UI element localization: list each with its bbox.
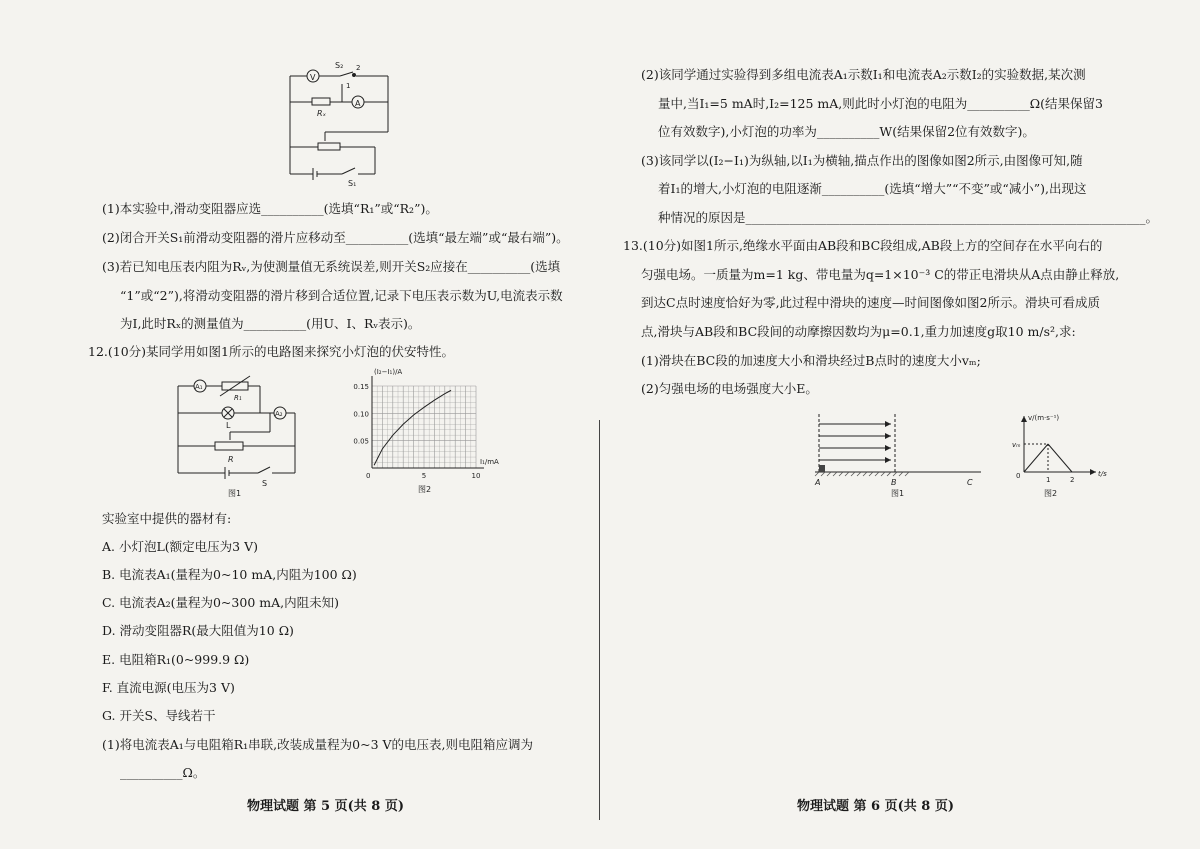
rx-label: Rₓ (317, 109, 327, 118)
voltmeter-label: V (310, 73, 316, 82)
q13-stem-line4: 点,滑块与AB段和BC段间的动摩擦因数均为μ=0.1,重力加速度g取10 m/s²,求: (641, 324, 1076, 339)
q13-sub2: (2)匀强电场的电场强度大小E。 (641, 381, 818, 396)
y-axis-label: (I₂−I₁)/A (374, 368, 403, 376)
chart-caption: 图2 (418, 485, 432, 494)
q12-sub1: (1)将电流表A₁与电阻箱R₁串联,改装成量程为0~3 V的电压表,则电阻箱应调为 (102, 737, 533, 752)
q13-sub1: (1)滑块在BC段的加速度大小和滑块经过B点时的速度大小vₘ; (641, 353, 981, 368)
page-divider (599, 420, 600, 820)
equipment-a: A. 小灯泡L(额定电压为3 V) (102, 539, 258, 554)
q12-sub3-line2: 着I₁的增大,小灯泡的电阻逐渐__________(选填“增大”“不变”或“减小”),出现这 (658, 181, 1087, 196)
q11-item-2: (2)闭合开关S₁前滑动变阻器的滑片应移动至__________(选填“最左端”或“最右端”)。 (102, 230, 569, 245)
v-axis-label: v/(m·s⁻¹) (1028, 414, 1060, 422)
t2-tick-label: 2 (1070, 476, 1075, 484)
q13-vt-graph-fig2 (1006, 410, 1126, 500)
rheostat-label: R (228, 455, 234, 464)
y-tick-label: 0.10 (353, 410, 369, 419)
left-page-footer: 物理试题 第 5 页(共 8 页) (247, 799, 405, 814)
x-tick-label: 10 (471, 472, 481, 480)
origin-label: 0 (366, 472, 371, 480)
right-page-footer: 物理试题 第 6 页(共 8 页) (797, 799, 955, 814)
q12-sub3-line1: (3)该同学以(I₂−I₁)为纵轴,以I₁为横轴,描点作出的图像如图2所示,由图像可知,随 (641, 153, 1083, 168)
q11-item-3-cont: “1”或“2”),将滑动变阻器的滑片移到合适位置,记录下电压表示数为U,电流表示数 (120, 288, 563, 303)
right-page (601, 0, 1200, 849)
q12-sub1-end: __________Ω。 (120, 765, 206, 780)
slider-block (819, 465, 825, 472)
fig1-caption: 图1 (228, 489, 242, 498)
point-b-label: B (891, 478, 897, 487)
s1-label: S₁ (348, 179, 357, 188)
equipment-g: G. 开关S、导线若干 (102, 708, 216, 723)
q13-stem-line2: 匀强电场。一质量为m=1 kg、带电量为q=1×10⁻³ C的带正电滑块从A点由静止释放, (641, 267, 1120, 282)
point-a-label: A (815, 478, 821, 487)
q13-field-fig1 (811, 410, 1001, 500)
point-c-label: C (967, 478, 973, 487)
q13-stem-line3: 到达C点时速度恰好为零,此过程中滑块的速度—时间图像如图2所示。滑块可看成质 (641, 295, 1100, 310)
contact-2-label: 2 (356, 64, 361, 72)
q12-sub2-line2: 量中,当I₁=5 mA时,I₂=125 mA,则此时小灯泡的电阻为__________Ω(结果保留3 (658, 96, 1103, 111)
origin-label: 0 (1016, 472, 1021, 480)
q12-circuit-fig1 (170, 378, 310, 498)
x-tick-label: 5 (421, 472, 427, 480)
a2-label: A₂ (275, 410, 283, 418)
q12-sub3-line3: 种情况的原因是________________________________________________________________。 (658, 210, 1159, 225)
t-axis-label: t/s (1098, 470, 1107, 478)
equipment-d: D. 滑动变阻器R(最大阻值为10 Ω) (102, 623, 294, 638)
q11-item-3-cont2: 为I,此时Rₓ的测量值为__________(用U、I、Rᵥ表示)。 (120, 316, 421, 331)
y-tick-label: 0.15 (353, 383, 369, 391)
q11-item-1: (1)本实验中,滑动变阻器应选__________(选填“R₁”或“R₂”)。 (102, 201, 438, 216)
t1-tick-label: 1 (1046, 476, 1051, 484)
switch-label: S (262, 479, 268, 488)
q12-stem: 12.(10分)某同学用如图1所示的电路图来探究小灯泡的伏安特性。 (88, 344, 454, 359)
equipment-c: C. 电流表A₂(量程为0~300 mA,内阻未知) (102, 595, 339, 610)
s2-label: S₂ (335, 61, 344, 70)
q13-fig2-caption: 图2 (1044, 489, 1058, 498)
vm-tick-label: vₘ (1012, 441, 1021, 449)
q13-stem-line1: 13.(10分)如图1所示,绝缘水平面由AB段和BC段组成,AB段上方的空间存在水平向右的 (623, 238, 1103, 253)
equipment-f: F. 直流电源(电压为3 V) (102, 680, 235, 695)
r1-label: R₁ (234, 394, 242, 402)
x-axis-label: I₁/mA (480, 458, 499, 466)
y-tick-label: 0.05 (353, 437, 369, 446)
contact-1-label: 1 (346, 82, 351, 90)
a1-label: A₁ (195, 383, 203, 391)
q11-circuit-diagram (280, 61, 400, 188)
lamp-label: L (226, 421, 231, 430)
ammeter-label: A (355, 99, 361, 108)
equipment-b: B. 电流表A₁(量程为0~10 mA,内阻为100 Ω) (102, 567, 357, 582)
q12-chart-fig2 (340, 368, 510, 498)
equipment-title: 实验室中提供的器材有: (102, 511, 232, 526)
q12-sub2-line1: (2)该同学通过实验得到多组电流表A₁示数I₁和电流表A₂示数I₂的实验数据,某次测 (641, 67, 1086, 82)
q11-item-3: (3)若已知电压表内阻为Rᵥ,为使测量值无系统误差,则开关S₂应接在__________(选填 (102, 259, 561, 274)
q13-fig1-caption: 图1 (891, 489, 905, 498)
q12-sub2-line3: 位有效数字),小灯泡的功率为__________W(结果保留2位有效数字)。 (658, 124, 1035, 139)
equipment-e: E. 电阻箱R₁(0~999.9 Ω) (102, 652, 250, 667)
